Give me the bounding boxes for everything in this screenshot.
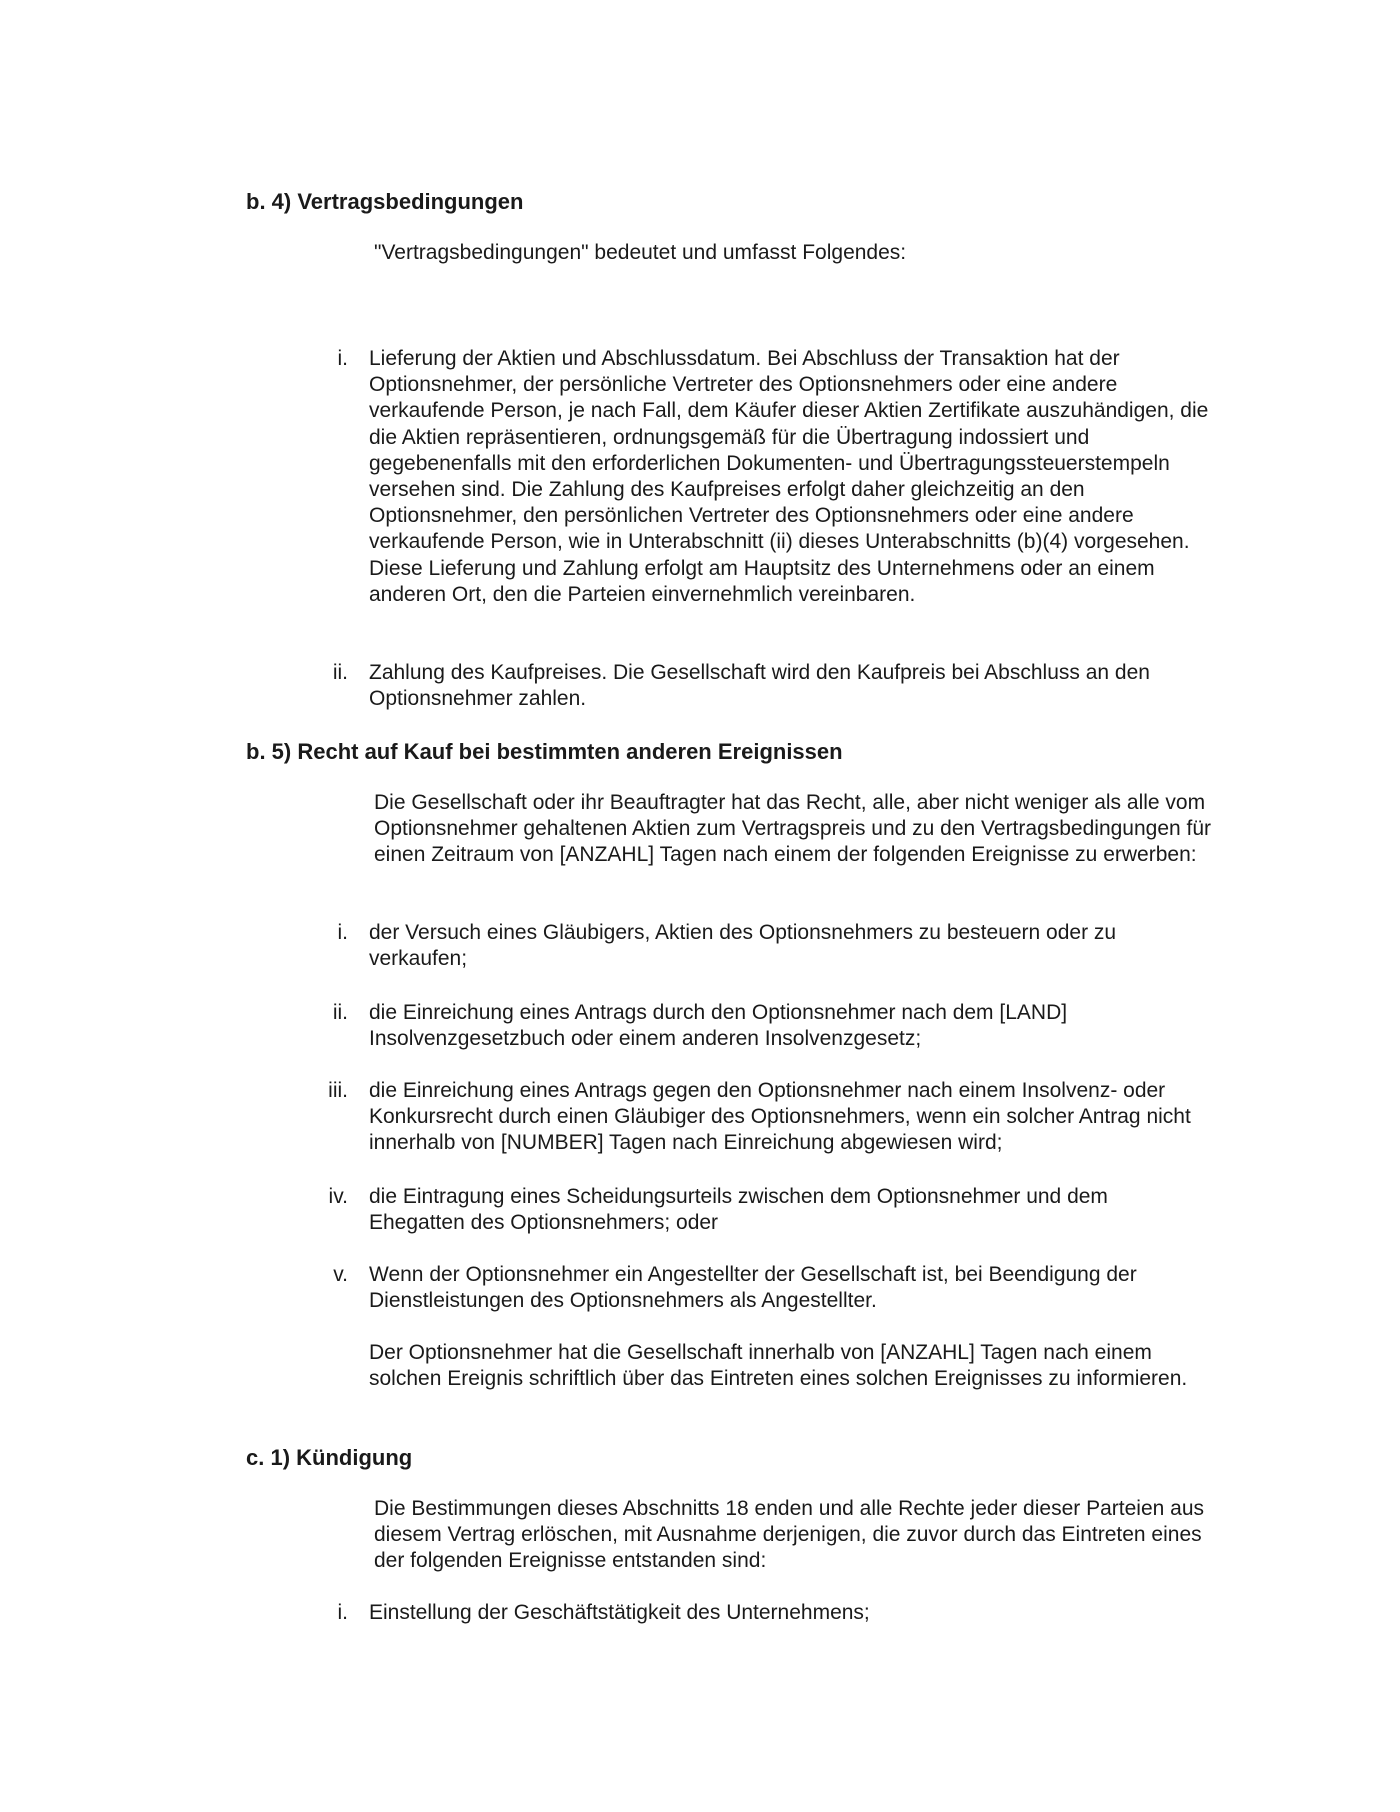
section-intro-b4: "Vertragsbedingungen" bedeutet und umfasst Folgendes: bbox=[374, 241, 907, 264]
list-marker: i. bbox=[337, 921, 348, 944]
list-item-b5-iii bbox=[300, 1078, 1230, 1157]
list-item-b4-i bbox=[300, 346, 1230, 608]
list-item-b5-ii bbox=[300, 1000, 1230, 1052]
list-item-c1-i bbox=[300, 1600, 1230, 1626]
section-intro-b5: Die Gesellschaft oder ihr Beauftragter hat das Recht, alle, aber nicht weniger als alle vom Optionsnehmer gehaltenen Aktien zum Vertragspreis und zu den Vertragsbedingungen für einen Zeitraum von [ANZAHL] Tagen nach einem der folgenden Ereignisse zu erwerben: bbox=[374, 791, 1212, 867]
section-heading-c1: c. 1) Kündigung bbox=[246, 1445, 413, 1470]
list-marker: iv. bbox=[328, 1185, 348, 1208]
list-marker: iii. bbox=[328, 1079, 348, 1102]
list-marker: ii. bbox=[332, 1001, 348, 1024]
section-closing-b5: Der Optionsnehmer hat die Gesellschaft innerhalb von [ANZAHL] Tagen nach einem solchen Ereignis schriftlich über das Eintreten eines solchen Ereignisses zu informieren. bbox=[369, 1341, 1188, 1391]
list-item-text: Wenn der Optionsnehmer ein Angestellter der Gesellschaft ist, bei Beendigung der Dienstleistungen des Optionsnehmers als Angestellter. bbox=[369, 1263, 1137, 1313]
list-item-text: Einstellung der Geschäftstätigkeit des Unternehmens; bbox=[369, 1601, 870, 1624]
list-item-b5-i bbox=[300, 920, 1230, 972]
list-item-text: der Versuch eines Gläubigers, Aktien des Optionsnehmers zu besteuern oder zu verkaufen; bbox=[369, 921, 1117, 971]
section-heading-b5: b. 5) Recht auf Kauf bei bestimmten anderen Ereignissen bbox=[246, 739, 843, 764]
list-marker: v. bbox=[333, 1263, 348, 1286]
section-intro-c1: Die Bestimmungen dieses Abschnitts 18 enden und alle Rechte jeder dieser Parteien aus diesem Vertrag erlöschen, mit Ausnahme derjenigen, die zuvor durch das Eintreten eines der folgenden Ereignisse entstanden sind: bbox=[374, 1497, 1205, 1573]
list-item-text: die Einreichung eines Antrags gegen den Optionsnehmer nach einem Insolvenz- oder Konkursrecht durch einen Gläubiger des Optionsnehmers, wenn ein solcher Antrag nicht innerhalb von [NUMBER] Tagen nach Einreichung abgewiesen wird; bbox=[369, 1079, 1191, 1155]
list-marker: i. bbox=[337, 347, 348, 370]
list-item-text: Lieferung der Aktien und Abschlussdatum. Bei Abschluss der Transaktion hat der Optionsnehmer, der persönliche Vertreter des Optionsnehmers oder eine andere verkaufende Person, je nach Fall, dem Käufer dieser Aktien Zertifikate auszuhändigen, die die Aktien repräsentieren, ordnungsgemäß für die Übertragung indossiert und gegebenenfalls mit den erforderlichen Dokumenten- und Übertragungssteuerstempeln versehen sind. Die Zahlung des Kaufpreises erfolgt daher gleichzeitig an den Optionsnehmer, den persönlichen Vertreter des Optionsnehmers oder eine andere verkaufende Person, wie in Unterabschnitt (ii) dieses Unterabschnitts (b)(4) vorgesehen. Diese Lieferung und Zahlung erfolgt am Hauptsitz des Unternehmens oder an einem anderen Ort, den die Parteien einvernehmlich vereinbaren. bbox=[369, 347, 1209, 606]
list-item-b4-ii bbox=[300, 660, 1230, 712]
list-item-b5-v bbox=[300, 1262, 1230, 1314]
list-marker: ii. bbox=[332, 661, 348, 684]
list-item-b5-iv bbox=[300, 1184, 1230, 1236]
list-item-text: die Eintragung eines Scheidungsurteils zwischen dem Optionsnehmer und dem Ehegatten des Optionsnehmers; oder bbox=[369, 1185, 1108, 1235]
list-marker: i. bbox=[337, 1601, 348, 1624]
list-item-text: die Einreichung eines Antrags durch den Optionsnehmer nach dem [LAND] Insolvenzgesetzbuch oder einem anderen Insolvenzgesetz; bbox=[369, 1001, 1068, 1051]
list-item-text: Zahlung des Kaufpreises. Die Gesellschaft wird den Kaufpreis bei Abschluss an den Optionsnehmer zahlen. bbox=[369, 661, 1150, 711]
section-heading-b4: b. 4) Vertragsbedingungen bbox=[246, 189, 524, 214]
